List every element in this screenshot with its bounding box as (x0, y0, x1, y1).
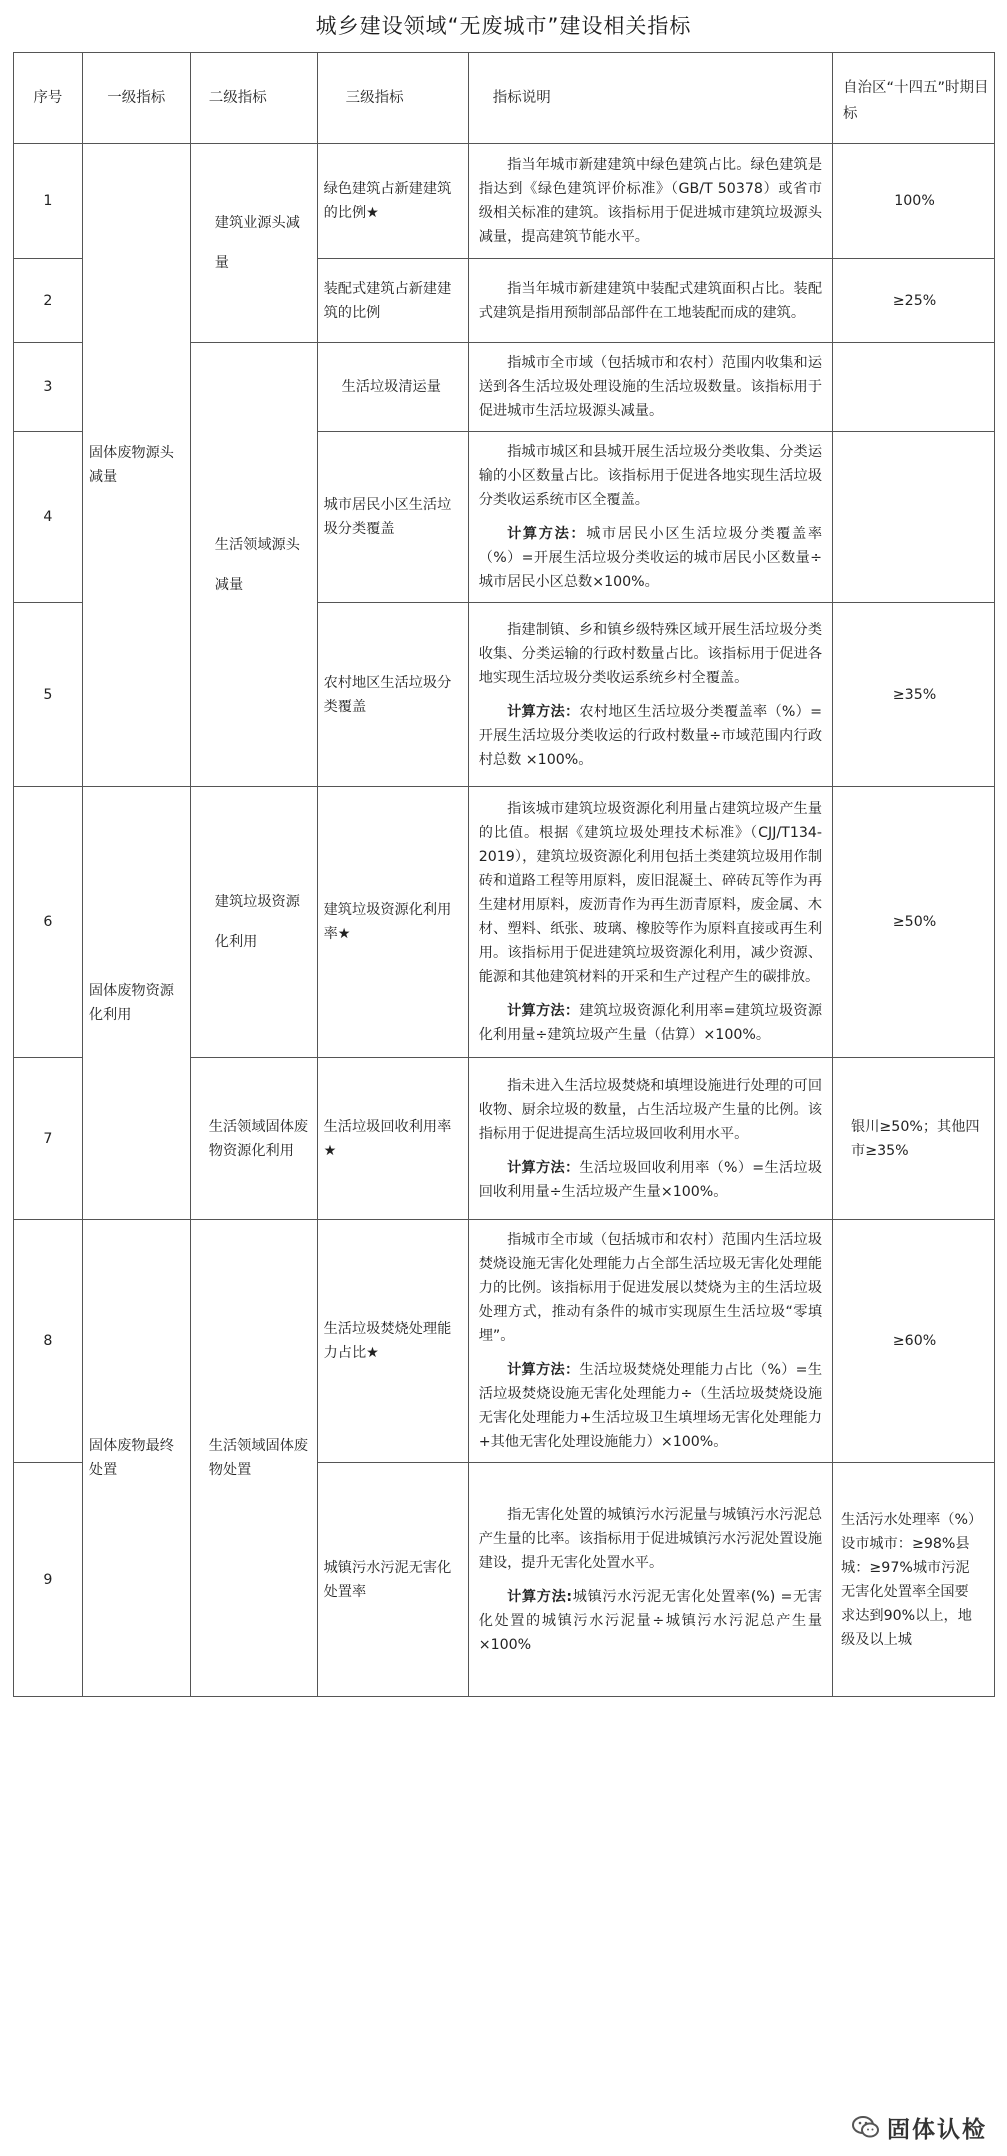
indicator-description: 指该城市建筑垃圾资源化利用量占建筑垃圾产生量的比值。根据《建筑垃圾处理技术标准》（CJJ/T134-2019），建筑垃圾资源化利用包括土类建筑垃圾用作制砖和道路工程等用原料，废旧混凝土、碎砖瓦等作为再生建材用原料，废沥青作为再生沥青原料，废金属、木材、塑料、纸张、玻璃、橡胶等作为原料直接或再生利用。该指标用于促进建筑垃圾资源化利用，减少资源、能源和其他建筑材料的开采和生产过程产生的碳排放。 计算方法：建筑垃圾资源化利用率=建筑垃圾资源化利用量÷建筑垃圾产生量（估算）×100%。 (468, 787, 832, 1058)
target-value: ≥60% (833, 1220, 995, 1463)
watermark-text: 固体认检 (887, 2116, 987, 2143)
target-value: ≥35% (833, 603, 995, 787)
calc-formula: 建筑垃圾资源化利用率=建筑垃圾资源化利用量÷建筑垃圾产生量（估算）×100%。 (478, 1003, 823, 1043)
table-row (14, 144, 995, 259)
level3-indicator: 生活垃圾清运量 (317, 343, 468, 432)
level3-indicator: 建筑垃圾资源化利用率★ (317, 787, 468, 1058)
level2-living-reduction: 生活领域源头减量 (190, 343, 317, 787)
calc-label: 计算方法： (507, 526, 587, 542)
target-value: ≥25% (833, 259, 995, 343)
level3-indicator: 绿色建筑占新建建筑的比例★ (317, 144, 468, 259)
calc-formula: 生活垃圾焚烧处理能力占比（%）=生活垃圾焚烧设施无害化处理能力÷（生活垃圾焚烧设施无害化处理能力+生活垃圾卫生填埋场无害化处理能力+其他无害化处理设施能力）×100%。 (478, 1362, 823, 1450)
calc-label: 计算方法： (507, 703, 580, 720)
level2-living-disposal: 生活领域固体废物处置 (190, 1220, 317, 1697)
header-target: 自治区“十四五”时期目标 (833, 53, 995, 144)
row-seq: 3 (14, 343, 83, 432)
row-seq: 2 (14, 259, 83, 343)
calc-formula: 农村地区生活垃圾分类覆盖率（%）=开展生活垃圾分类收运的行政村数量÷市域范围内行政村总数 ×100%。 (478, 703, 823, 768)
watermark-logo (847, 2110, 991, 2144)
table-header-row (14, 53, 995, 144)
row-seq: 9 (14, 1463, 83, 1697)
page-title: 城乡建设领域“无废城市”建设相关指标 (315, 14, 692, 38)
calc-formula: 生活垃圾回收利用率（%）=生活垃圾回收利用量÷生活垃圾产生量×100%。 (478, 1159, 823, 1200)
calc-label: 计算方法： (507, 1159, 580, 1176)
target-value (833, 432, 995, 603)
level3-indicator: 生活垃圾回收利用率★ (317, 1058, 468, 1220)
level1-final-disposal: 固体废物最终处置 (82, 1220, 190, 1697)
header-description: 指标说明 (468, 53, 832, 144)
row-seq: 1 (14, 144, 83, 259)
wechat-logo-icon (851, 2112, 881, 2142)
row-seq: 4 (14, 432, 83, 603)
level3-indicator: 城市居民小区生活垃圾分类覆盖 (317, 432, 468, 603)
target-value: ≥50% (833, 787, 995, 1058)
row-seq: 6 (14, 787, 83, 1058)
indicator-table (13, 52, 995, 1697)
level1-resource-utilization: 固体废物资源化利用 (82, 787, 190, 1220)
indicator-description: 指无害化处置的城镇污水污泥量与城镇污水污泥总产生量的比率。该指标用于促进城镇污水污泥处置设施建设，提升无害化处置水平。 计算方法:城镇污水污泥无害化处置率(%) =无害化处置的城镇污水污泥量÷城镇污水污泥总产生量×100% (468, 1463, 832, 1697)
indicator-description: 指城市城区和县城开展生活垃圾分类收集、分类运输的小区数量占比。该指标用于促进各地实现生活垃圾分类收运系统市区全覆盖。 计算方法：城市居民小区生活垃圾分类覆盖率（%）=开展生活垃圾分类收运的城市居民小区数量÷城市居民小区总数×100%。 (468, 432, 832, 603)
indicator-description: 指当年城市新建建筑中绿色建筑占比。绿色建筑是指达到《绿色建筑评价标准》（GB/T 50378）或省市级相关标准的建筑。该指标用于促进城市建筑垃圾源头减量，提高建筑节能水平。 (468, 144, 832, 259)
target-value: 生活污水处理率（%）设市城市：≥98%县城：≥97%城市污泥无害化处置率全国要求达到90%以上，地级及以上城 (833, 1463, 995, 1697)
calc-formula: 城市居民小区生活垃圾分类覆盖率（%）=开展生活垃圾分类收运的城市居民小区数量÷城市居民小区总数×100%。 (478, 526, 823, 590)
level2-living-utilization: 生活领域固体废物资源化利用 (190, 1058, 317, 1220)
calc-label: 计算方法: (507, 1588, 573, 1605)
target-value (833, 343, 995, 432)
level3-indicator: 生活垃圾焚烧处理能力占比★ (317, 1220, 468, 1463)
indicator-description: 指城市全市域（包括城市和农村）范围内收集和运送到各生活垃圾处理设施的生活垃圾数量。该指标用于促进城市生活垃圾源头减量。 (468, 343, 832, 432)
target-value: 100% (833, 144, 995, 259)
indicator-description: 指建制镇、乡和镇乡级特殊区域开展生活垃圾分类收集、分类运输的行政村数量占比。该指标用于促进各地实现生活垃圾分类收运系统乡村全覆盖。 计算方法：农村地区生活垃圾分类覆盖率（%）=开展生活垃圾分类收运的行政村数量÷市域范围内行政村总数 ×100%。 (468, 603, 832, 787)
calc-formula: 城镇污水污泥无害化处置率(%) =无害化处置的城镇污水污泥量÷城镇污水污泥总产生量×100% (478, 1588, 823, 1653)
calc-label: 计算方法： (507, 1003, 580, 1019)
indicator-description: 指当年城市新建建筑中装配式建筑面积占比。装配式建筑是指用预制部品部件在工地装配而成的建筑。 (468, 259, 832, 343)
calc-label: 计算方法： (507, 1362, 580, 1378)
table-row (14, 1220, 995, 1463)
level2-construction-utilization: 建筑垃圾资源化利用 (190, 787, 317, 1058)
target-value: 银川≥50%；其他四市≥35% (833, 1058, 995, 1220)
table-row (14, 787, 995, 1058)
level3-indicator: 装配式建筑占新建建筑的比例 (317, 259, 468, 343)
header-seq: 序号 (14, 53, 83, 144)
indicator-description: 指城市全市域（包括城市和农村）范围内生活垃圾焚烧设施无害化处理能力占全部生活垃圾无害化处理能力的比例。该指标用于促进发展以焚烧为主的生活垃圾处理方式，推动有条件的城市实现原生生活垃圾“零填埋”。 计算方法：生活垃圾焚烧处理能力占比（%）=生活垃圾焚烧设施无害化处理能力÷（生活垃圾焚烧设施无害化处理能力+生活垃圾卫生填埋场无害化处理能力+其他无害化处理设施能力）×100%。 (468, 1220, 832, 1463)
level3-indicator: 农村地区生活垃圾分类覆盖 (317, 603, 468, 787)
header-level2: 二级指标 (190, 53, 317, 144)
level2-construction-reduction: 建筑业源头减量 (190, 144, 317, 343)
row-seq: 5 (14, 603, 83, 787)
row-seq: 8 (14, 1220, 83, 1463)
header-level3: 三级指标 (317, 53, 468, 144)
header-level1: 一级指标 (82, 53, 190, 144)
indicator-description: 指未进入生活垃圾焚烧和填埋设施进行处理的可回收物、厨余垃圾的数量，占生活垃圾产生量的比例。该指标用于促进提高生活垃圾回收利用水平。 计算方法：生活垃圾回收利用率（%）=生活垃圾回收利用量÷生活垃圾产生量×100%。 (468, 1058, 832, 1220)
level3-indicator: 城镇污水污泥无害化处置率 (317, 1463, 468, 1697)
row-seq: 7 (14, 1058, 83, 1220)
level1-source-reduction: 固体废物源头减量 (82, 144, 190, 787)
